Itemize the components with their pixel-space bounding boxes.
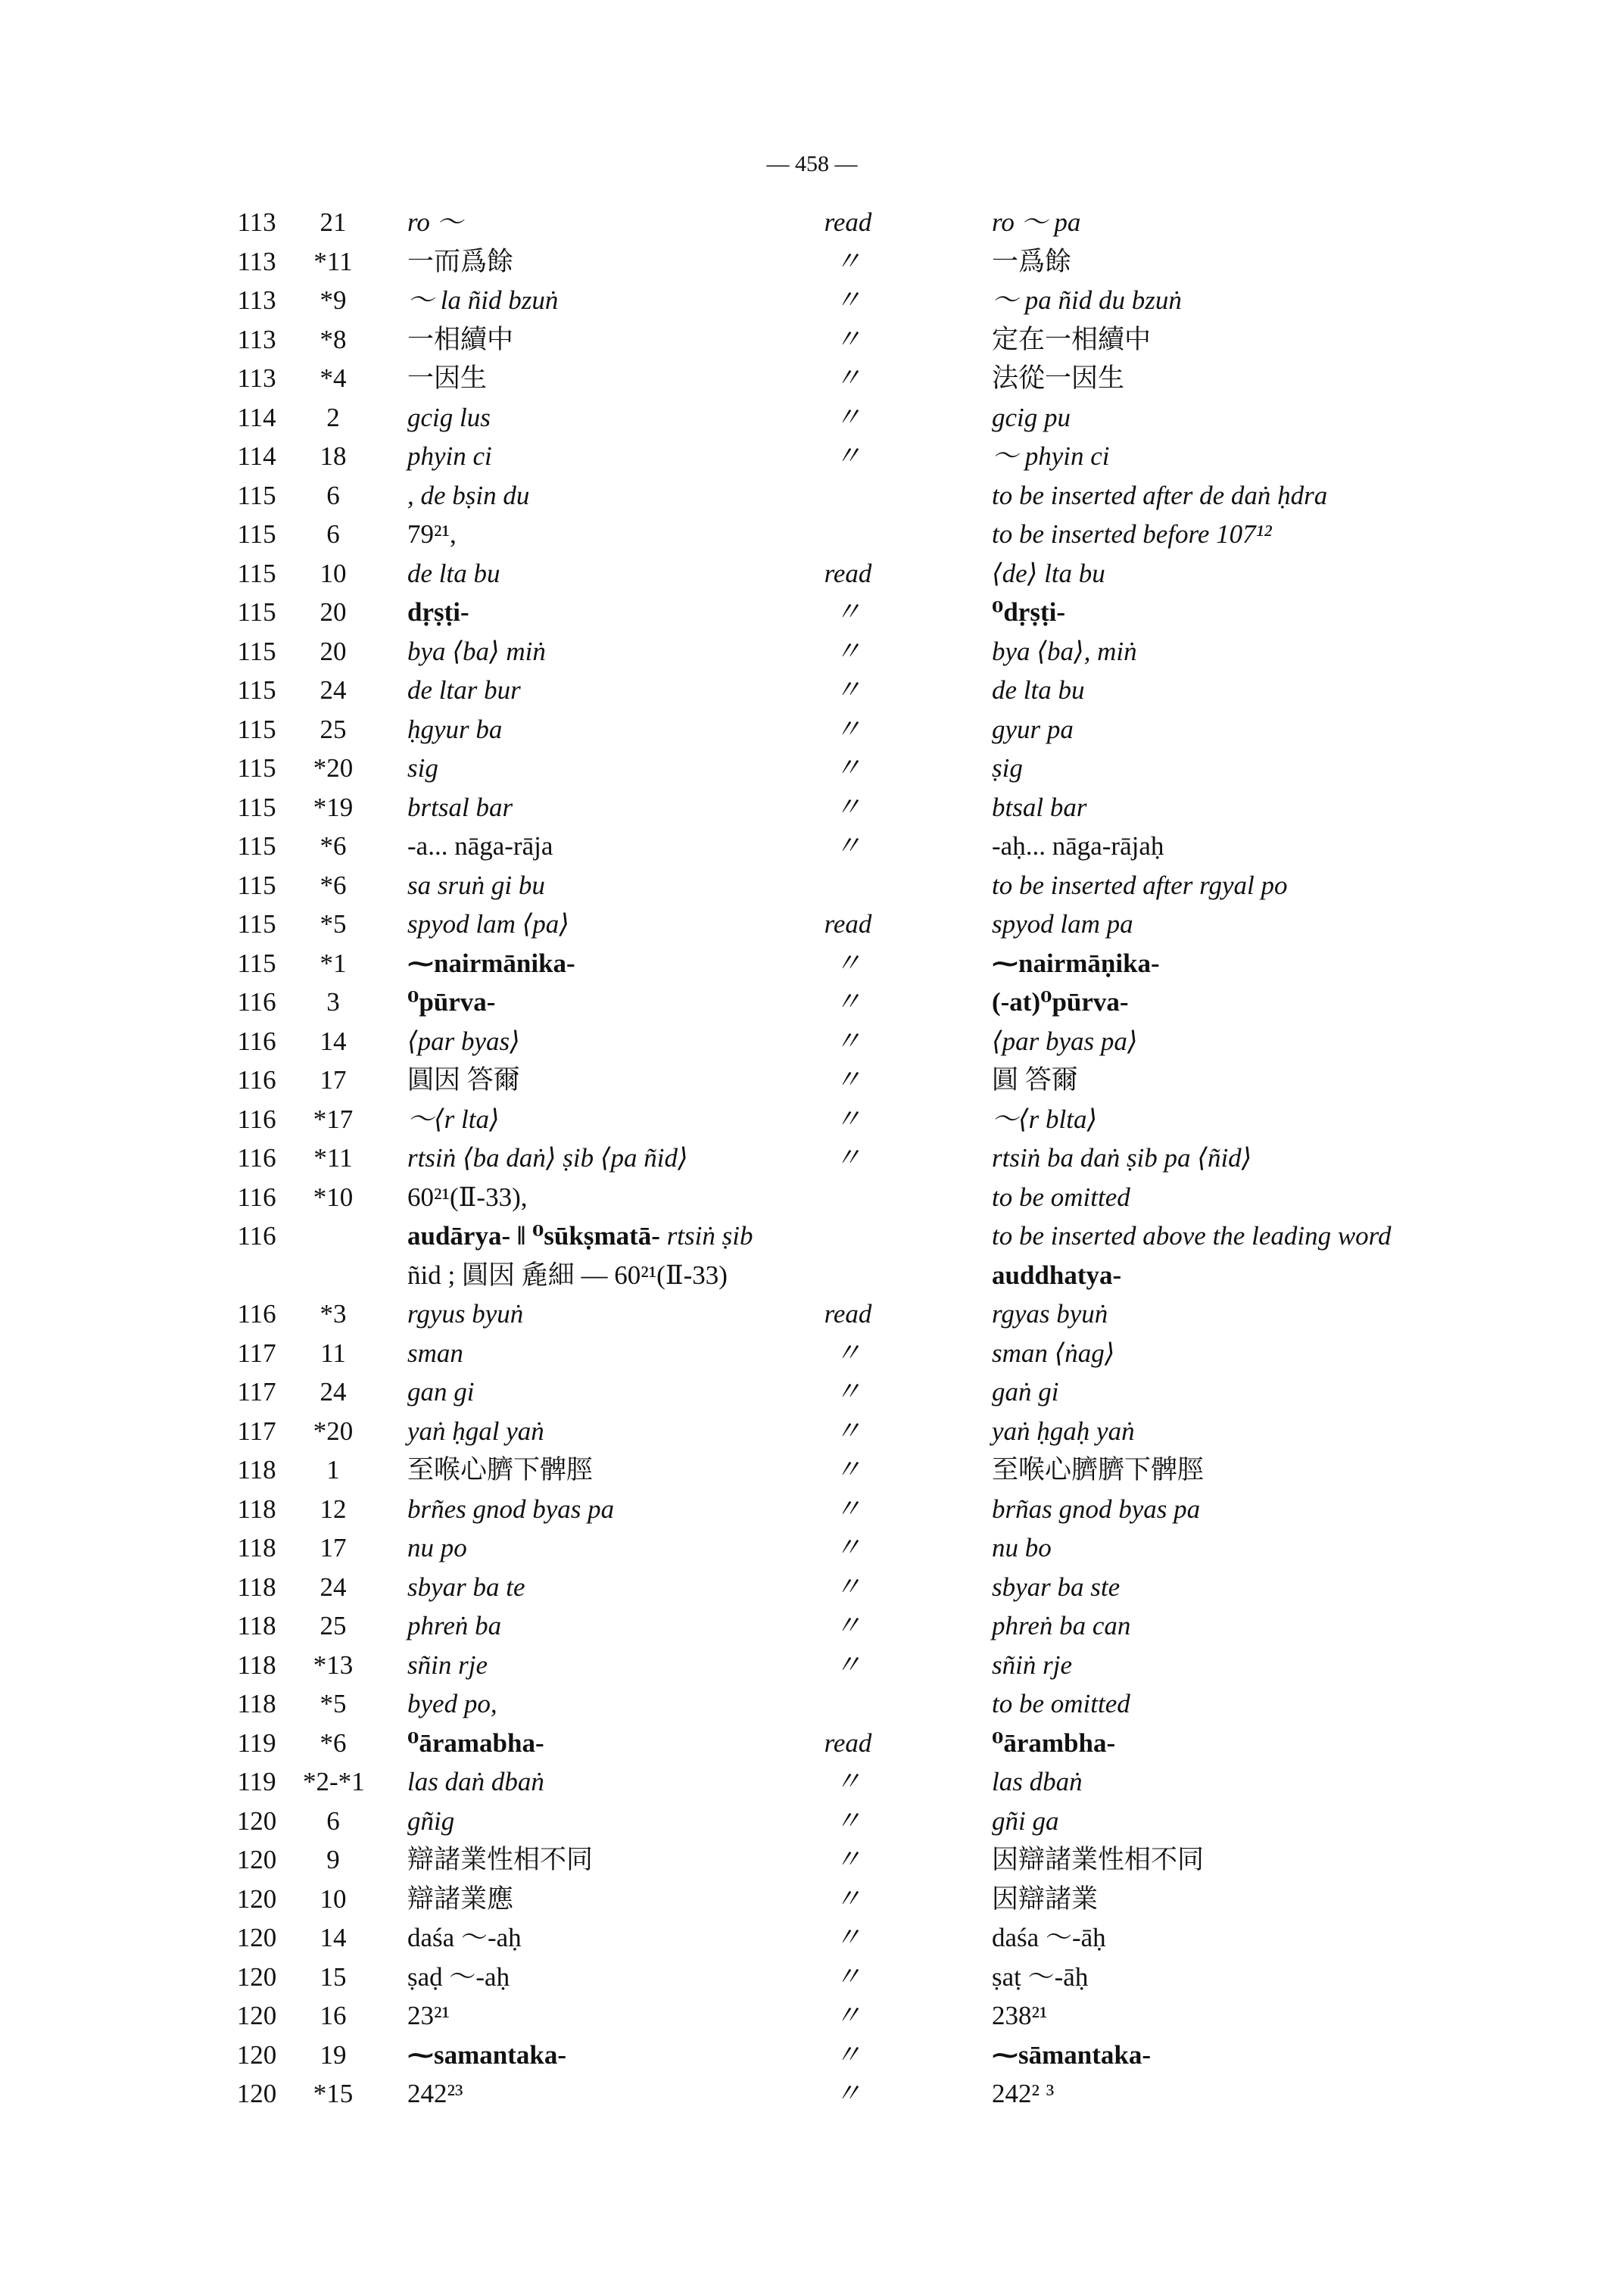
original-text: 60²¹(Ⅱ-33),	[407, 1182, 528, 1212]
page-ref: 119	[237, 1767, 276, 1796]
read-marker: read	[824, 1299, 872, 1329]
errata-row	[0, 905, 1624, 944]
line-ref: 19	[320, 2039, 347, 2070]
corrected-text: bya ⟨ba⟩, miṅ	[992, 636, 1137, 666]
errata-row	[0, 1528, 1624, 1568]
page-ref: 116	[237, 1065, 276, 1095]
read-marker: 〃	[834, 987, 862, 1017]
original-text: 242²³	[407, 2079, 463, 2108]
original-text: rgyus byuṅ	[407, 1299, 524, 1329]
page-ref: 120	[236, 1805, 277, 1836]
page-ref: 120	[236, 1845, 277, 1874]
original-text: 79²¹,	[407, 519, 457, 549]
corrected-text: sman ⟨ṅag⟩	[992, 1338, 1115, 1368]
original-text: gcig lus	[407, 402, 491, 432]
errata-row	[0, 1802, 1624, 1841]
line-ref: *15	[313, 2079, 354, 2108]
corrected-text: yaṅ ḥgaḥ yaṅ	[992, 1416, 1135, 1446]
line-ref: *20	[313, 1416, 354, 1446]
original-text: ⁓nairmānika-	[407, 948, 575, 978]
corrected-text: ṣaṭ ～-āḥ	[992, 1961, 1089, 1992]
errata-row	[0, 515, 1624, 554]
line-ref: 25	[320, 1611, 347, 1640]
page-ref: 115	[237, 597, 276, 627]
read-marker: 〃	[834, 1650, 862, 1680]
line-ref: *3	[320, 1299, 347, 1329]
read-marker: 〃	[834, 792, 862, 822]
corrected-text: gcig pu	[992, 402, 1071, 432]
read-marker: 〃	[834, 1572, 862, 1602]
original-text: phyin ci	[407, 441, 492, 471]
errata-row	[0, 983, 1624, 1022]
read-marker: 〃	[834, 246, 862, 276]
line-ref: 6	[326, 1805, 340, 1836]
errata-row	[0, 632, 1624, 671]
errata-row	[0, 944, 1624, 983]
page-ref: 117	[237, 1338, 276, 1368]
read-marker: 〃	[834, 2001, 862, 2030]
read-marker: 〃	[834, 2079, 862, 2108]
page-ref: 118	[237, 1650, 276, 1680]
page-ref: 115	[237, 831, 276, 861]
original-text: 一因生	[407, 363, 488, 393]
original-text: 圓因 答爾	[407, 1065, 520, 1095]
read-marker: 〃	[834, 831, 862, 861]
line-ref: *6	[320, 1728, 347, 1758]
original-text: sig	[407, 753, 438, 783]
corrected-text: to be omitted	[992, 1689, 1130, 1718]
errata-table	[0, 203, 1624, 2114]
page-ref: 120	[236, 2039, 277, 2070]
page-ref: 113	[237, 324, 276, 354]
page-ref: 116	[237, 987, 276, 1017]
page-ref: 114	[237, 402, 276, 432]
corrected-text: to be omitted	[992, 1182, 1130, 1212]
page-ref: 116	[237, 1182, 276, 1212]
errata-row	[0, 749, 1624, 788]
read-marker: read	[824, 909, 872, 939]
corrected-text: de lta bu	[992, 675, 1085, 705]
corrected-text: to be inserted after rgyal po	[992, 870, 1288, 900]
errata-row	[0, 359, 1624, 398]
corrected-text: daśa ～-āḥ	[992, 1923, 1106, 1952]
page-ref: 116	[237, 1143, 276, 1173]
original-text: 23²¹	[407, 2001, 450, 2030]
read-marker: 〃	[834, 1065, 862, 1095]
corrected-text: 至喉心臍臍下髀脛	[992, 1455, 1205, 1485]
errata-row	[0, 242, 1624, 282]
corrected-text: rtsiṅ ba daṅ ṣib pa ⟨ñid⟩	[992, 1143, 1252, 1173]
corrected-text: ⁰dṛṣṭi-	[992, 597, 1065, 627]
original-text: dṛṣṭi-	[407, 597, 469, 627]
errata-row	[0, 1022, 1624, 1061]
page-ref: 113	[237, 285, 276, 315]
errata-row	[0, 1294, 1624, 1334]
errata-row	[0, 1646, 1624, 1685]
line-ref: 6	[326, 480, 340, 510]
page-ref: 116	[237, 1221, 276, 1251]
line-ref: 24	[320, 1572, 347, 1602]
corrected-text-part: to be inserted above the leading word	[992, 1221, 1392, 1251]
original-text: 一相續中	[407, 324, 514, 354]
line-ref: *4	[320, 363, 347, 393]
errata-row	[0, 1724, 1624, 1763]
original-text-part: ñid ; 圓因 麁細 — 60²¹(Ⅱ-33)	[407, 1260, 728, 1290]
errata-row	[0, 671, 1624, 710]
read-marker: 〃	[834, 1494, 862, 1524]
errata-row	[0, 1762, 1624, 1802]
line-ref: *17	[313, 1104, 354, 1134]
read-marker: read	[824, 207, 872, 237]
original-text: ro ～	[407, 207, 463, 237]
errata-row	[0, 554, 1624, 594]
page-ref: 115	[237, 480, 276, 510]
original-text: , de bṣin du	[407, 480, 530, 510]
line-ref: 10	[320, 558, 347, 588]
original-text: ḥgyur ba	[407, 714, 503, 744]
page-ref: 115	[237, 753, 276, 783]
read-marker: 〃	[834, 1416, 862, 1446]
errata-row	[0, 1412, 1624, 1451]
errata-row	[0, 281, 1624, 320]
corrected-text: ⁰ārambha-	[992, 1728, 1116, 1758]
original-text: brñes gnod byas pa	[407, 1494, 615, 1524]
page-ref: 113	[237, 363, 276, 393]
line-ref: 15	[320, 1961, 347, 1992]
page-ref: 113	[237, 207, 276, 237]
errata-row	[0, 1490, 1624, 1529]
line-ref: *6	[320, 831, 347, 861]
page-ref: 115	[237, 675, 276, 705]
original-text: gñig	[407, 1805, 455, 1836]
errata-row	[0, 1450, 1624, 1490]
errata-row	[0, 1918, 1624, 1958]
line-ref: *5	[320, 909, 347, 939]
corrected-text: 因辯諸業	[992, 1883, 1099, 1914]
line-ref: 12	[320, 1494, 347, 1524]
original-text: byed po,	[407, 1689, 497, 1718]
corrected-text: to be inserted before 107¹²	[992, 519, 1272, 549]
read-marker: 〃	[834, 1143, 862, 1173]
line-ref: 10	[320, 1883, 347, 1914]
original-text: ⁰āramabha-	[407, 1728, 544, 1758]
original-text: ～ la ñid bzuṅ	[407, 285, 559, 315]
line-ref: *20	[313, 753, 354, 783]
corrected-text: 定在一相續中	[992, 324, 1152, 354]
line-ref: 14	[320, 1026, 347, 1056]
errata-row	[0, 1139, 1624, 1178]
corrected-text: 圓 答爾	[992, 1065, 1078, 1095]
original-text: rtsiṅ ⟨ba daṅ⟩ ṣib ⟨pa ñid⟩	[407, 1143, 688, 1173]
errata-row	[0, 1958, 1624, 1997]
read-marker: 〃	[834, 1805, 862, 1836]
errata-row	[0, 827, 1624, 866]
corrected-text: ⟨par byas pa⟩	[992, 1026, 1138, 1056]
page-ref: 116	[237, 1299, 276, 1329]
page-ref: 116	[237, 1026, 276, 1056]
original-text: daśa ～-aḥ	[407, 1923, 522, 1952]
page-ref: 119	[237, 1728, 276, 1758]
read-marker: 〃	[834, 402, 862, 432]
original-text: 辯諸業性相不同	[407, 1845, 594, 1874]
line-ref: 17	[320, 1533, 347, 1562]
read-marker: 〃	[834, 1883, 862, 1914]
page-ref: 115	[237, 714, 276, 744]
original-text: 一而爲餘	[407, 246, 514, 276]
line-ref: *19	[313, 792, 354, 822]
page-ref: 120	[236, 2001, 277, 2030]
errata-row	[0, 1880, 1624, 1919]
page-ref: 118	[237, 1611, 276, 1640]
errata-row	[0, 437, 1624, 476]
page-ref: 115	[237, 870, 276, 900]
corrected-text: spyod lam pa	[992, 909, 1133, 939]
read-marker: 〃	[834, 597, 862, 627]
page-ref: 118	[237, 1494, 276, 1524]
line-ref: *5	[320, 1689, 347, 1718]
corrected-text: 一爲餘	[992, 246, 1072, 276]
line-ref: 6	[326, 519, 340, 549]
line-ref: 17	[320, 1065, 347, 1095]
corrected-text: 法從一因生	[992, 363, 1125, 393]
page-ref: 115	[237, 558, 276, 588]
corrected-text: ṣig	[992, 753, 1023, 783]
errata-row	[0, 2074, 1624, 2114]
errata-row	[0, 1372, 1624, 1412]
line-ref: 3	[326, 987, 340, 1017]
original-text: brtsal bar	[407, 792, 513, 822]
original-text	[407, 1217, 753, 1290]
original-text: ⁓samantaka-	[407, 2039, 567, 2070]
errata-row	[0, 710, 1624, 749]
read-marker: 〃	[834, 1923, 862, 1952]
line-ref: 2	[326, 402, 340, 432]
corrected-text: 238²¹	[992, 2001, 1048, 2030]
page-ref: 115	[237, 519, 276, 549]
page-ref: 115	[237, 636, 276, 666]
corrected-text: to be inserted after de daṅ ḥdra	[992, 480, 1328, 510]
line-ref: *1	[320, 948, 347, 978]
corrected-text: ⁓nairmāṇika-	[992, 948, 1160, 978]
line-ref: *2-*1	[303, 1767, 365, 1796]
read-marker: 〃	[834, 1377, 862, 1407]
errata-row	[0, 1100, 1624, 1139]
original-text: 辯諸業應	[407, 1883, 514, 1914]
read-marker: 〃	[834, 1533, 862, 1562]
corrected-text: (-at)⁰pūrva-	[992, 987, 1129, 1017]
errata-row	[0, 320, 1624, 360]
line-ref: 9	[326, 1845, 340, 1874]
corrected-text: btsal bar	[992, 792, 1087, 822]
page-ref: 115	[237, 909, 276, 939]
read-marker: 〃	[834, 714, 862, 744]
original-text: sa sruṅ gi bu	[407, 870, 545, 900]
page-number: — 458 —	[766, 151, 858, 176]
errata-row	[0, 1061, 1624, 1100]
corrected-text: phreṅ ba can	[992, 1611, 1131, 1640]
original-text: sman	[407, 1338, 463, 1368]
errata-row	[0, 1334, 1624, 1373]
page-ref: 120	[236, 2079, 277, 2108]
errata-row	[0, 398, 1624, 438]
original-text: yaṅ ḥgal yaṅ	[407, 1416, 544, 1446]
errata-row	[0, 1606, 1624, 1646]
corrected-text: ⁓sāmantaka-	[992, 2039, 1152, 2070]
original-text: ṣaḍ ～-aḥ	[407, 1961, 510, 1992]
errata-row	[0, 1178, 1624, 1217]
page-ref: 113	[237, 246, 276, 276]
original-text: ～⟨r lta⟩	[407, 1104, 500, 1134]
page-ref: 117	[237, 1377, 276, 1407]
page-ref: 117	[237, 1416, 276, 1446]
original-text: ⁰pūrva-	[407, 987, 496, 1017]
line-ref: 21	[320, 207, 347, 237]
corrected-text: gyur pa	[992, 714, 1074, 744]
original-text: 至喉心臍下髀脛	[407, 1455, 594, 1485]
page-ref: 120	[236, 1961, 277, 1992]
page-ref: 118	[237, 1455, 276, 1485]
page-ref: 120	[236, 1883, 277, 1914]
page-ref: 118	[237, 1533, 276, 1562]
page-ref: 115	[237, 792, 276, 822]
read-marker: 〃	[834, 363, 862, 393]
read-marker: 〃	[834, 285, 862, 315]
original-text: -a... nāga-rāja	[407, 831, 553, 861]
page-ref: 116	[237, 1104, 276, 1134]
line-ref: *8	[320, 324, 347, 354]
line-ref: *10	[313, 1182, 354, 1212]
line-ref: 24	[320, 1377, 347, 1407]
page-ref: 118	[237, 1572, 276, 1602]
errata-row	[0, 1684, 1624, 1724]
corrected-text: ro ～ pa	[992, 207, 1081, 237]
read-marker: 〃	[834, 1026, 862, 1056]
corrected-text: sñiṅ rje	[992, 1650, 1072, 1680]
corrected-text: gñi ga	[992, 1805, 1059, 1836]
line-ref: 20	[320, 597, 347, 627]
corrected-text-part: auddhatya-	[992, 1260, 1122, 1290]
corrected-text	[992, 1217, 1392, 1290]
corrected-text: 242² ³	[992, 2079, 1055, 2108]
page-ref: 115	[237, 948, 276, 978]
errata-row	[0, 1840, 1624, 1880]
original-text: spyod lam ⟨pa⟩	[407, 909, 569, 939]
line-ref: 18	[320, 441, 347, 471]
original-text: sbyar ba te	[407, 1572, 525, 1602]
line-ref: 25	[320, 714, 347, 744]
read-marker: 〃	[834, 324, 862, 354]
errata-row	[0, 203, 1624, 242]
corrected-text: las dbaṅ	[992, 1767, 1083, 1796]
line-ref: 11	[320, 1338, 346, 1368]
original-text: de ltar bur	[407, 675, 521, 705]
line-ref: *11	[313, 1143, 353, 1173]
corrected-text: 因辯諸業性相不同	[992, 1845, 1205, 1874]
original-text: nu po	[407, 1533, 467, 1562]
line-ref: 20	[320, 636, 347, 666]
line-ref: 1	[326, 1455, 340, 1485]
errata-row	[0, 1217, 1624, 1294]
original-text: sñin rje	[407, 1650, 488, 1680]
page-ref: 118	[237, 1689, 276, 1718]
corrected-text: brñas gnod byas pa	[992, 1494, 1201, 1524]
corrected-text: -aḥ... nāga-rājaḥ	[992, 831, 1164, 861]
original-text-part: rtsiṅ ṣib	[659, 1221, 753, 1251]
line-ref: *6	[320, 870, 347, 900]
original-text: las daṅ dbaṅ	[407, 1767, 544, 1796]
errata-row	[0, 2036, 1624, 2075]
page-ref: 120	[236, 1923, 277, 1952]
read-marker: 〃	[834, 1455, 862, 1485]
errata-row	[0, 866, 1624, 905]
line-ref: 16	[320, 2001, 347, 2030]
corrected-text: nu bo	[992, 1533, 1052, 1562]
read-marker: 〃	[834, 1338, 862, 1368]
errata-row	[0, 1996, 1624, 2036]
corrected-text: ～ pa ñid du bzuṅ	[992, 285, 1182, 315]
corrected-text: ～ phyin ci	[992, 441, 1110, 471]
original-text: gan gi	[407, 1377, 475, 1407]
errata-row	[0, 593, 1624, 632]
line-ref: *11	[313, 246, 353, 276]
read-marker: 〃	[834, 2039, 862, 2070]
line-ref: 14	[320, 1923, 347, 1952]
read-marker: 〃	[834, 1961, 862, 1992]
line-ref: 24	[320, 675, 347, 705]
corrected-text: sbyar ba ste	[992, 1572, 1121, 1602]
read-marker: read	[824, 1728, 872, 1758]
read-marker: 〃	[834, 753, 862, 783]
line-ref: *13	[313, 1650, 354, 1680]
read-marker: 〃	[834, 1104, 862, 1134]
read-marker: 〃	[834, 948, 862, 978]
errata-row	[0, 1568, 1624, 1607]
original-text-part: audārya- ‖ ⁰sūkṣmatā-	[407, 1221, 660, 1251]
page-ref: 114	[237, 441, 276, 471]
errata-row	[0, 788, 1624, 827]
original-text: phreṅ ba	[407, 1611, 502, 1640]
original-text: de lta bu	[407, 558, 500, 588]
corrected-text: gaṅ gi	[992, 1377, 1059, 1407]
original-text: ⟨par byas⟩	[407, 1026, 520, 1056]
read-marker: read	[824, 558, 872, 588]
corrected-text: ⟨de⟩ lta bu	[992, 558, 1105, 588]
errata-row	[0, 476, 1624, 516]
corrected-text: ～⟨r blta⟩	[992, 1104, 1098, 1134]
read-marker: 〃	[834, 636, 862, 666]
read-marker: 〃	[834, 1611, 862, 1640]
corrected-text: rgyas byuṅ	[992, 1299, 1108, 1329]
line-ref: *9	[320, 285, 347, 315]
read-marker: 〃	[834, 1767, 862, 1796]
read-marker: 〃	[834, 675, 862, 705]
original-text: bya ⟨ba⟩ miṅ	[407, 636, 546, 666]
read-marker: 〃	[834, 1845, 862, 1874]
read-marker: 〃	[834, 441, 862, 471]
